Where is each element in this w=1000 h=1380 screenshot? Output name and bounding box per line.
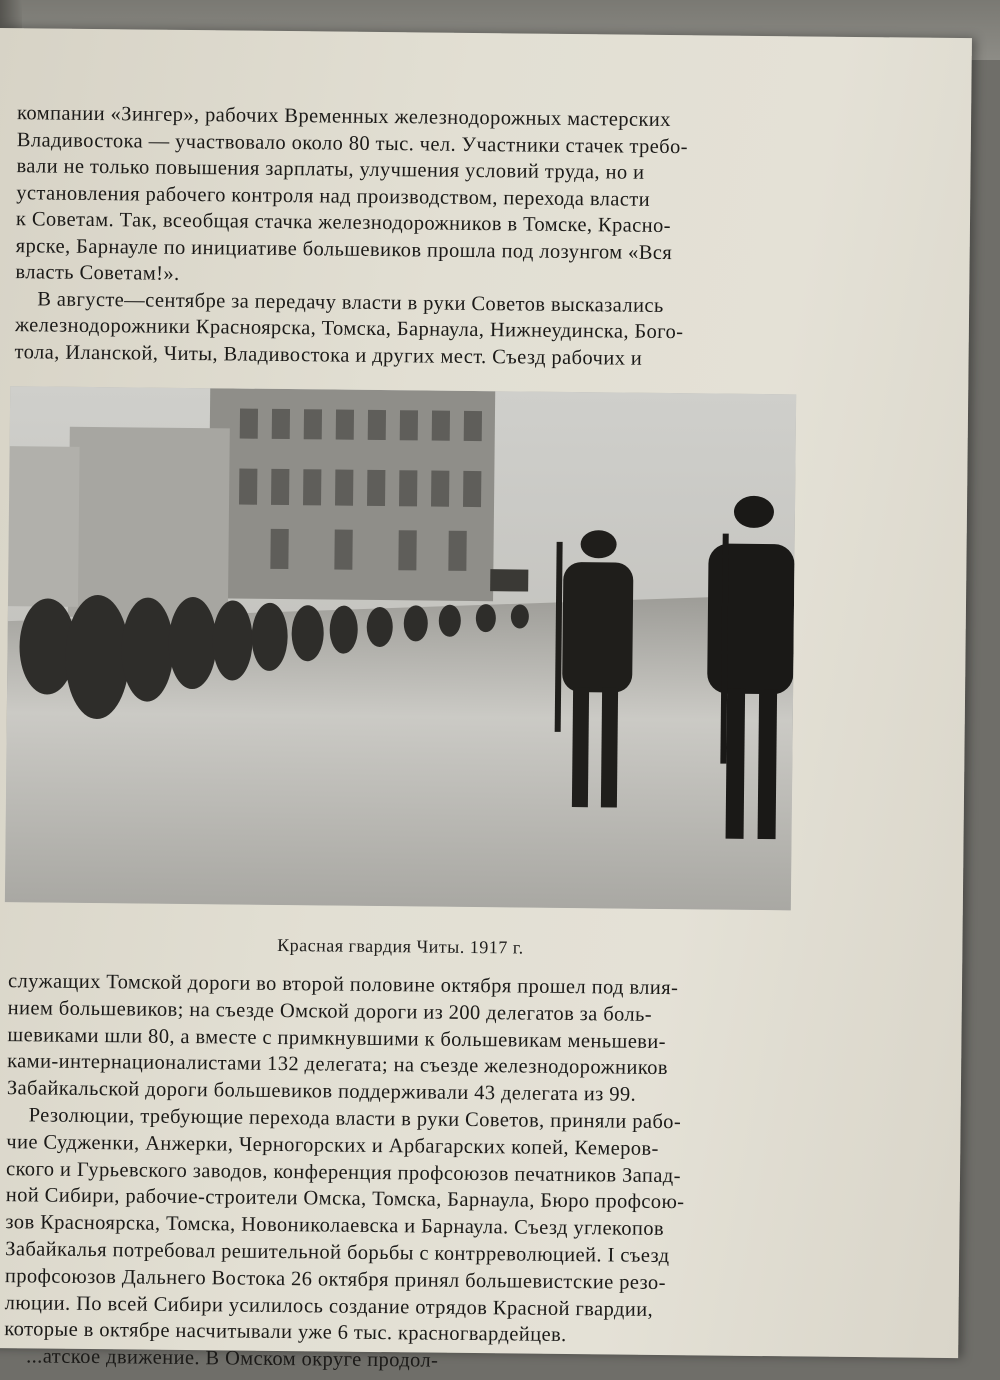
- text-line: чие Судженки, Анжерки, Черногорских и Арбагарских копей, Кемеров-: [6, 1130, 659, 1160]
- text-line: нием большевиков; на съезде Омской дороги из 200 делегатов за боль-: [7, 996, 653, 1026]
- historical-photo: [5, 386, 796, 910]
- book-page: [0, 28, 972, 1372]
- text-line: тола, Иланской, Читы, Владивостока и других мест. Съезд рабочих и: [14, 340, 643, 370]
- text-line: железнодорожники Красноярска, Томска, Барнаула, Нижнеудинска, Бого-: [14, 314, 684, 344]
- text-line: которые в октябре насчитывали уже 6 тыс. красногвардейцев.: [4, 1318, 567, 1347]
- text-line: Забайкальской дороги большевиков поддерживали 43 делегата из 99.: [6, 1077, 637, 1106]
- text-line: вали не только повышения зарплаты, улучшения условий труда, но и: [16, 155, 645, 184]
- text-line: В августе—сентябре за передачу власти в руки Советов высказались: [15, 287, 664, 317]
- text-line: компании «Зингер», рабочих Временных железнодорожных мастерских: [16, 102, 671, 132]
- bottom-paragraph: [4, 968, 808, 1378]
- text-line: власть Советам!».: [15, 261, 180, 285]
- text-line: к Советам. Так, всеобщая стачка железнодорожников в Томске, Красно-: [15, 208, 672, 238]
- text-line: ками-интернационалистами 132 делегата; на съезде железнодорожников: [7, 1050, 669, 1080]
- text-line: установления рабочего контроля над производством, перехода власти: [16, 181, 651, 211]
- text-line: ского и Гурьевского заводов, конференция профсоюзов печатников Запад-: [5, 1157, 682, 1187]
- text-line: Резолюции, требующие перехода власти в руки Советов, приняли рабо-: [6, 1104, 682, 1134]
- text-line: зов Красноярска, Томска, Новониколаевска и Барнаула. Съезд углекопов: [5, 1211, 665, 1241]
- text-line: Владивостока — участвовало около 80 тыс. чел. Участники стачек требо-: [16, 128, 689, 158]
- text-line: ной Сибири, рабочие-строители Омска, Томска, Барнаула, Бюро профсою-: [5, 1184, 685, 1214]
- text-line: ярске, Барнауле по инициативе большевиков прошла под лозунгом «Вся: [15, 234, 673, 264]
- top-paragraph: [14, 100, 817, 373]
- text-line: профсоюзов Дальнего Востока 26 октября принял большевистские резо-: [4, 1264, 666, 1294]
- text-line: служащих Томской дороги во второй половине октября прошел под влия-: [7, 970, 679, 1000]
- banner: [490, 569, 528, 591]
- photo-illustration: [5, 386, 796, 910]
- text-line: ...атское движение. В Омском округе продол-: [3, 1345, 439, 1372]
- photo-caption: Красная гвардия Читы. 1917 г.: [277, 934, 524, 958]
- text-line: шевиками шли 80, а вместе с примкнувшими к большевикам меньшеви-: [7, 1023, 667, 1053]
- text-line: Забайкалья потребовал решительной борьбы с контрреволюцией. I съезд: [5, 1238, 670, 1268]
- text-line: люции. По всей Сибири усилилось создание отрядов Красной гвардии,: [4, 1291, 654, 1321]
